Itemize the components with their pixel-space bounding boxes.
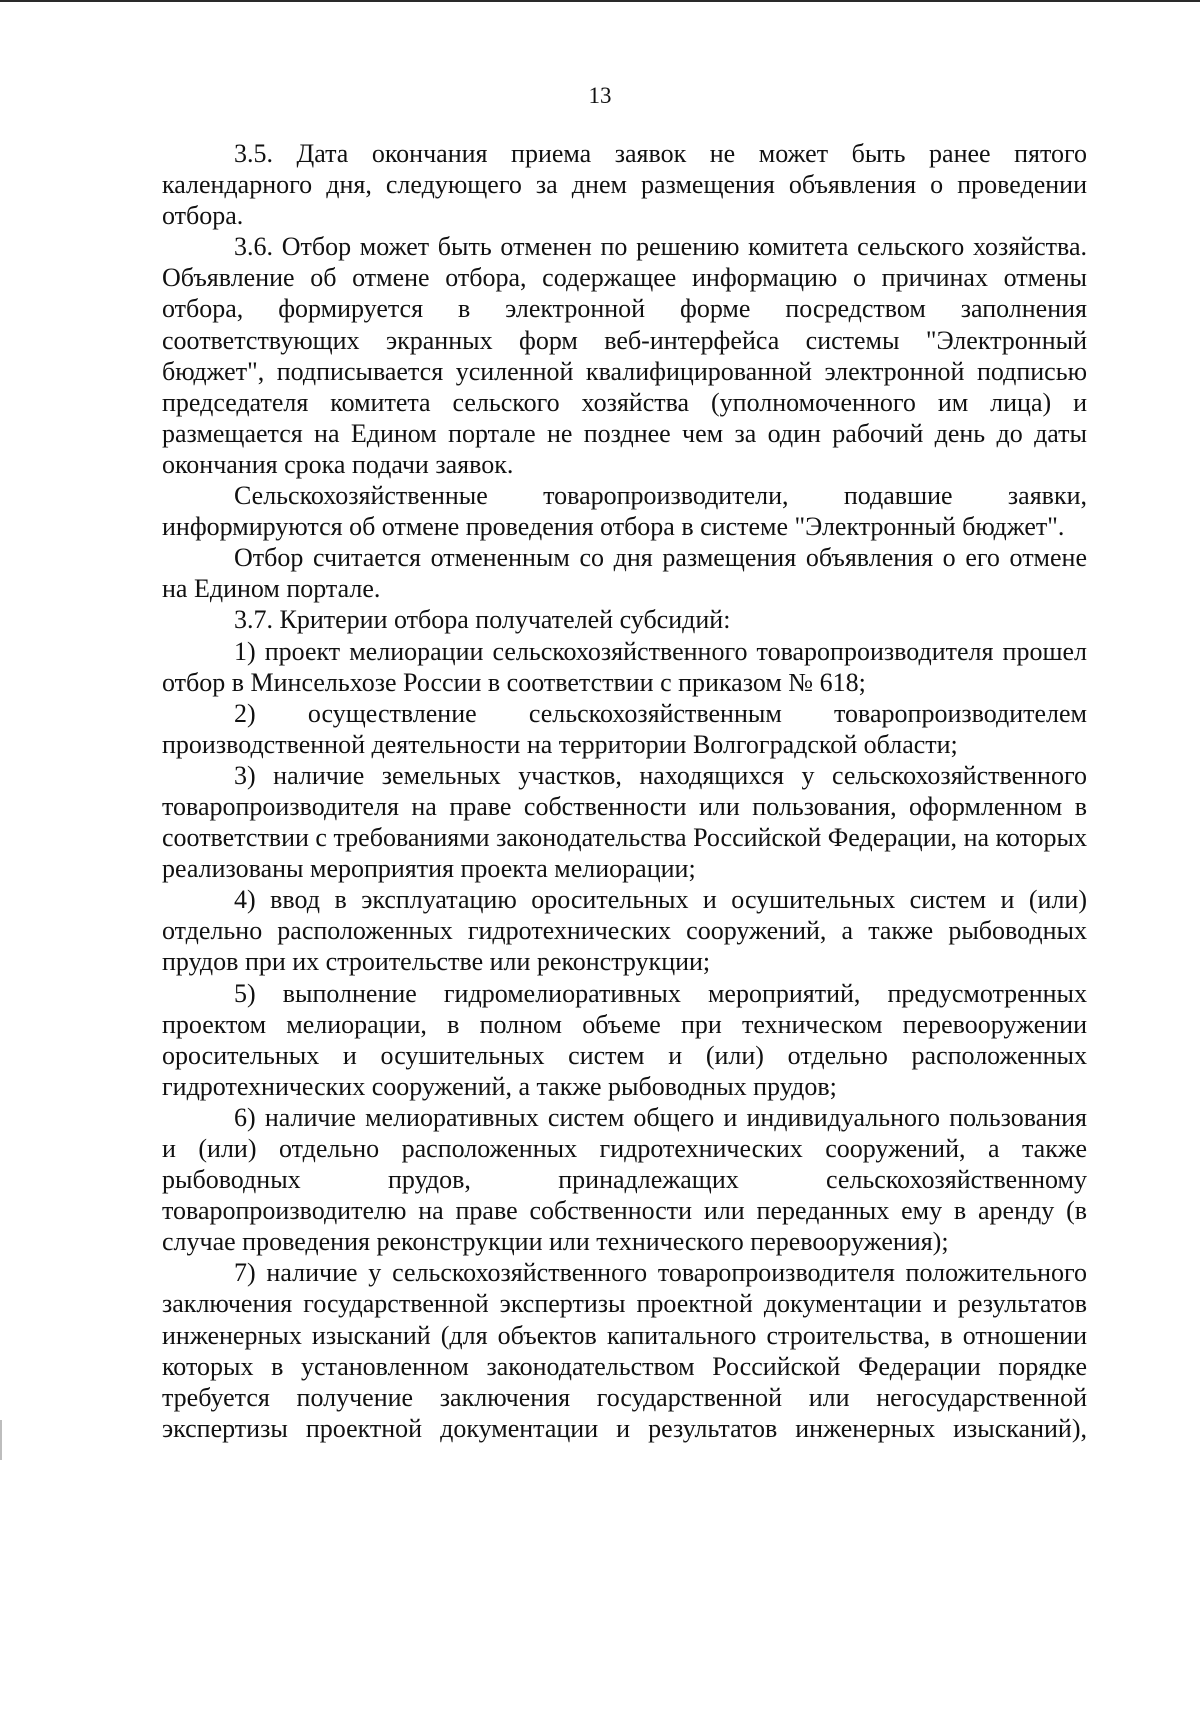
paragraph-3-7: 3.7. Критерии отбора получателей субсидий: [234, 605, 731, 635]
criterion-6: 6) наличие мелиоративных систем общего и индивидуального пользования и (или) отдельно расположенных гидротехнических сооружений, а также рыбоводных прудов, принадлежащих сельскохозяйственному товаропроизводителю на праве собственности или переданных ему в аренду (в случае проведения реконструкции или технического перевооружения); [162, 1102, 1087, 1257]
scan-top-edge [0, 0, 1200, 2]
criterion-1: 1) проект мелиорации сельскохозяйственного товаропроизводителя прошел отбор в Минсельхозе России в соответствии с приказом № 618; [162, 636, 1087, 697]
criterion-5: 5) выполнение гидромелиоративных мероприятий, предусмотренных проектом мелиорации, в полном объеме при техническом перевооружении оросительных и осушительных систем и (или) отдельно расположенных гидротехнических сооружений, а также рыбоводных прудов; [162, 978, 1087, 1101]
criterion-7: 7) наличие у сельскохозяйственного товаропроизводителя положительного заключения государственной экспертизы проектной документации и результатов инженерных изысканий (для объектов капитального строительства, в отношении которых в установленном законодательством Российской Федерации порядке требуется получение заключения государственной или негосударственной экспертизы проектной документации и результатов инженерных изысканий), [162, 1258, 1087, 1443]
document-body [162, 138, 1087, 1444]
paragraph-cancellation: Отбор считается отмененным со дня размещения объявления о его отмене на Едином портале. [162, 543, 1087, 604]
criterion-3: 3) наличие земельных участков, находящихся у сельскохозяйственного товаропроизводителя на праве собственности или пользования, оформленном в соответствии с требованиями законодательства Российской Федерации, на которых реализованы мероприятия проекта мелиорации; [162, 760, 1087, 884]
page-number: 13 [588, 83, 612, 108]
paragraph-notification: Сельскохозяйственные товаропроизводители, подавшие заявки, информируются об отмене проведения отбора в системе "Электронный бюджет". [162, 481, 1087, 542]
criterion-2: 2) осуществление сельскохозяйственным товаропроизводителем производственной деятельности на территории Волгоградской области; [162, 698, 1087, 759]
paragraph-3-6: 3.6. Отбор может быть отменен по решению комитета сельского хозяйства. Объявление об отмене отбора, содержащее информацию о причинах отмены отбора, формируется в электронной форме посредством заполнения соответствующих экранных форм веб-интерфейса системы "Электронный бюджет", подписывается усиленной квалифицированной электронной подписью председателя комитета сельского хозяйства (уполномоченного им лица) и размещается на Едином портале не позднее чем за один рабочий день до даты окончания срока подачи заявок. [162, 232, 1087, 479]
criterion-4: 4) ввод в эксплуатацию оросительных и осушительных систем и (или) отдельно расположенных гидротехнических сооружений, а также рыбоводных прудов при их строительстве или реконструкции; [162, 885, 1087, 977]
paragraph-3-5: 3.5. Дата окончания приема заявок не может быть ранее пятого календарного дня, следующего за днем размещения объявления о проведении отбора. [162, 139, 1087, 231]
scan-left-mark [0, 1420, 2, 1460]
